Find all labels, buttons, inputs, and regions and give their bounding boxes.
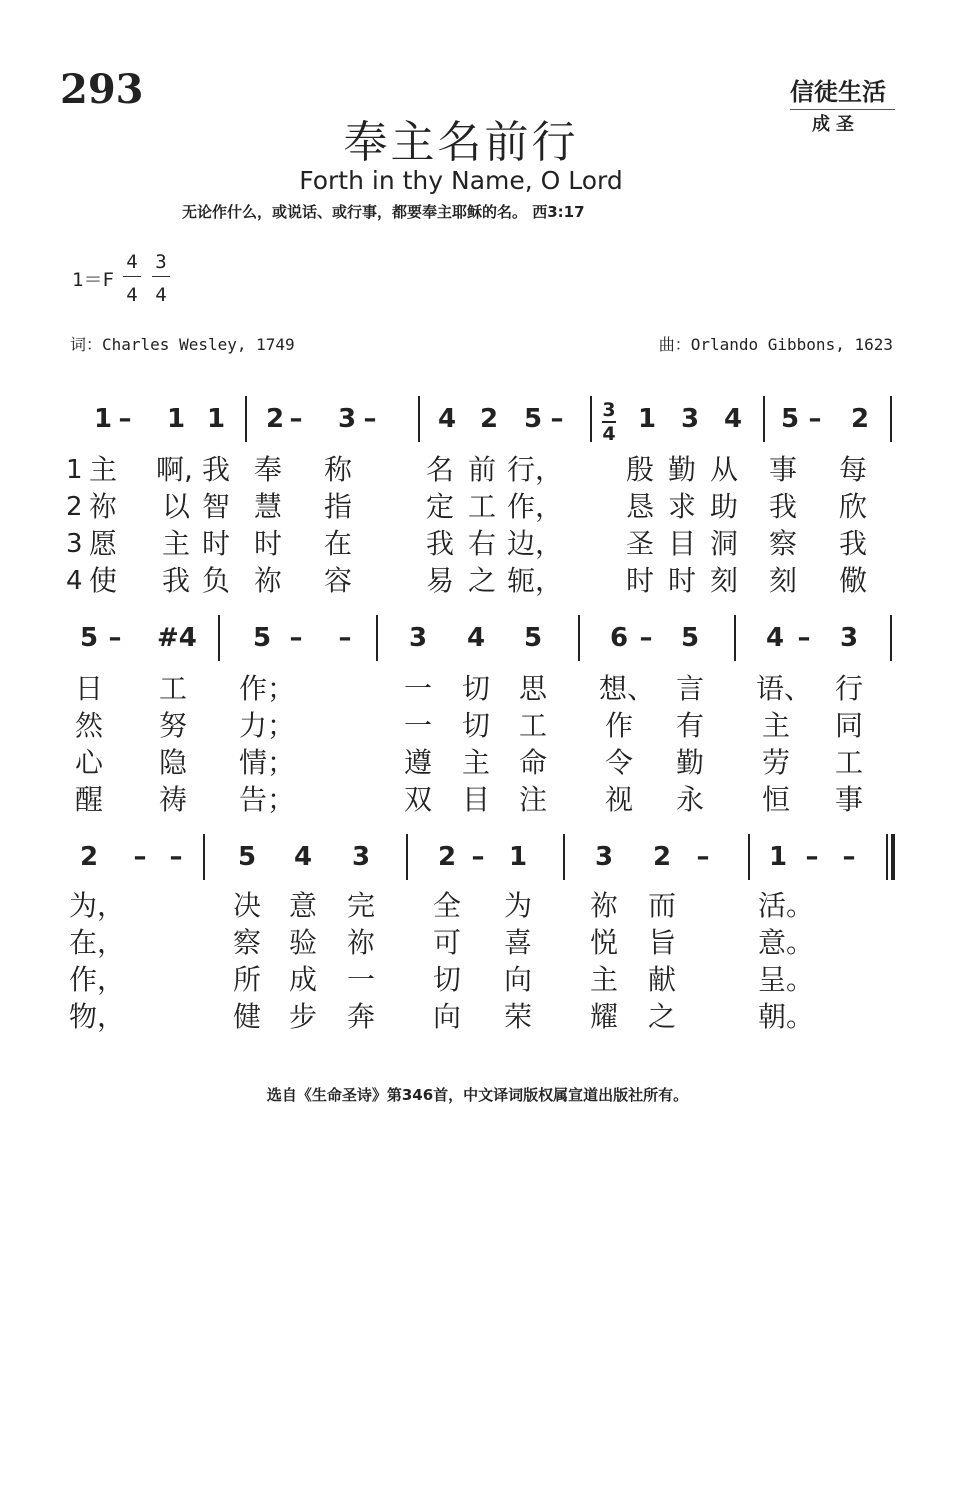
lyric-syllable: 物， (69, 1000, 126, 1033)
note-dash: – (471, 842, 485, 872)
lyric-syllable: 作， (69, 963, 126, 996)
barline (245, 396, 247, 442)
note: 2 (652, 842, 672, 872)
barline (763, 396, 765, 442)
lyric-syllable: 恳 (625, 490, 654, 523)
note: 1 (166, 404, 186, 434)
lyric-syllable: 切 (432, 963, 461, 996)
key-signature: 1＝F (72, 269, 114, 291)
lyric-syllable: 献 (647, 963, 676, 996)
note-dash: – (338, 623, 352, 653)
lyric-syllable: 悦 (589, 926, 618, 959)
verse-number: 3 (66, 529, 83, 559)
barline (748, 834, 750, 880)
barline (406, 834, 408, 880)
lyric-syllable: 时 (253, 527, 282, 560)
lyric-syllable: 所 (232, 963, 261, 996)
lyric-syllable: 使 (88, 564, 117, 597)
time-signature-line (123, 276, 141, 277)
lyric-syllable: 我 (201, 453, 230, 486)
note: 3 (351, 842, 371, 872)
note: 4 (293, 842, 313, 872)
lyric-syllable: 祢 (589, 889, 618, 922)
note-dash: – (363, 404, 377, 434)
hymn-title-english: Forth in thy Name, O Lord (299, 166, 623, 195)
lyric-syllable: 负 (201, 564, 230, 597)
lyric-syllable: 主 (461, 746, 490, 779)
lyric-syllable: 主 (589, 963, 618, 996)
note-dash: – (639, 623, 653, 653)
hymn-subcategory: 成圣 (812, 114, 860, 135)
copyright-footer: 选自《生命圣诗》第346首，中文译词版权属宣道出版社所有。 (266, 1086, 689, 1104)
verse-number: 1 (66, 455, 83, 485)
note-dash: – (808, 404, 822, 434)
note-dash: – (108, 623, 122, 653)
lyric-syllable: 祢 (346, 926, 375, 959)
lyric-syllable: 意 (288, 889, 317, 922)
scripture-reference: 无论作什么，或说话、或行事，都要奉主耶稣的名。 西3:17 (182, 203, 585, 221)
time-change-denominator: 4 (602, 423, 616, 445)
lyric-syllable: 祷 (158, 783, 187, 816)
lyric-syllable: 恒 (761, 783, 790, 816)
lyric-syllable: 察 (232, 926, 261, 959)
note: 5 (680, 623, 700, 653)
note: 5 (780, 404, 800, 434)
lyric-syllable: 努 (158, 709, 187, 742)
note-dash: – (289, 623, 303, 653)
lyric-syllable: 啊, (156, 453, 193, 486)
lyric-syllable: 一 (403, 709, 432, 742)
barline (734, 615, 736, 661)
lyric-syllable: 一 (346, 963, 375, 996)
lyric-syllable: 欣 (838, 490, 867, 523)
lyric-syllable: 奔 (346, 1000, 375, 1033)
lyric-syllable: 智 (201, 490, 230, 523)
lyric-syllable: 工 (834, 746, 863, 779)
lyric-syllable: 圣 (625, 527, 654, 560)
note: 5 (523, 623, 543, 653)
lyric-syllable: 称 (323, 453, 352, 486)
barline (563, 834, 565, 880)
barline (218, 615, 220, 661)
note: 2 (479, 404, 499, 434)
lyric-syllable: 边， (507, 527, 564, 560)
lyric-syllable: 劳 (761, 746, 790, 779)
lyric-syllable: 同 (834, 709, 863, 742)
lyric-syllable: 助 (709, 490, 738, 523)
lyric-syllable: 时 (625, 564, 654, 597)
lyric-syllable: 事 (834, 783, 863, 816)
lyric-syllable: 耀 (589, 1000, 618, 1033)
note: 2 (265, 404, 285, 434)
lyric-syllable: 慧 (253, 490, 282, 523)
lyric-syllable: 向 (432, 1000, 461, 1033)
lyric-syllable: 易 (425, 564, 454, 597)
note: 5 (79, 623, 99, 653)
lyric-syllable: 力； (239, 709, 296, 742)
note: 4 (723, 404, 743, 434)
note-dash: – (842, 842, 856, 872)
lyric-syllable: 每 (838, 453, 867, 486)
lyric-syllable: 察 (768, 527, 797, 560)
note: 5 (523, 404, 543, 434)
lyric-syllable: 验 (288, 926, 317, 959)
note: 3 (680, 404, 700, 434)
lyric-syllable: 名 (425, 453, 454, 486)
note: 6 (609, 623, 629, 653)
lyric-syllable: 为， (69, 889, 126, 922)
lyric-syllable: 工 (467, 490, 496, 523)
lyric-syllable: 旨 (647, 926, 676, 959)
time-signature-denominator: 4 (126, 284, 138, 306)
lyric-syllable: 步 (288, 1000, 317, 1033)
lyric-syllable: 在 (323, 527, 352, 560)
barline (203, 834, 205, 880)
lyric-syllable: 时 (667, 564, 696, 597)
lyric-syllable: 思 (518, 672, 547, 705)
lyric-syllable: 言 (675, 672, 704, 705)
lyric-syllable: 我 (768, 490, 797, 523)
lyric-syllable: 全 (432, 889, 461, 922)
lyric-syllable: 工 (518, 709, 547, 742)
lyric-syllable: 容 (323, 564, 352, 597)
lyric-syllable: 祢 (88, 490, 117, 523)
lyric-syllable: 之 (467, 564, 496, 597)
verse-number: 4 (66, 566, 83, 596)
lyric-syllable: 勤 (667, 453, 696, 486)
lyric-syllable: 切 (461, 709, 490, 742)
verse-number: 2 (66, 492, 83, 522)
lyric-syllable: 事 (768, 453, 797, 486)
lyric-syllable: 日 (74, 672, 103, 705)
lyric-syllable: 主 (161, 527, 190, 560)
note: 5 (237, 842, 257, 872)
note: 3 (337, 404, 357, 434)
hymn-number: 293 (60, 66, 144, 113)
note-dash: – (550, 404, 564, 434)
barline (418, 396, 420, 442)
lyric-syllable: 完 (346, 889, 375, 922)
lyric-syllable: 刻 (709, 564, 738, 597)
lyric-syllable: 洞 (709, 527, 738, 560)
note: 4 (466, 623, 486, 653)
time-change-numerator: 3 (602, 399, 616, 421)
final-barline (886, 834, 888, 880)
note-dash: – (289, 404, 303, 434)
lyric-syllable: 愿 (88, 527, 117, 560)
lyric-syllable: 刻 (768, 564, 797, 597)
note: 2 (437, 842, 457, 872)
note-dash: – (797, 623, 811, 653)
lyric-syllable: 命 (518, 746, 547, 779)
time-signature-numerator: 3 (155, 251, 167, 273)
lyric-syllable: 右 (467, 527, 496, 560)
note: 1 (206, 404, 226, 434)
lyric-syllable: 心 (74, 746, 103, 779)
lyric-syllable: 注 (518, 783, 547, 816)
note: 1 (508, 842, 528, 872)
lyric-syllable: 轭， (507, 564, 564, 597)
lyric-syllable: 勤 (675, 746, 704, 779)
note: 3 (839, 623, 859, 653)
lyric-syllable: 喜 (503, 926, 532, 959)
lyric-syllable: 工 (158, 672, 187, 705)
barline (890, 396, 892, 442)
note: #4 (157, 623, 197, 653)
lyric-syllable: 一 (403, 672, 432, 705)
lyric-syllable: 我 (161, 564, 190, 597)
lyric-syllable: 主 (88, 453, 117, 486)
time-signature-numerator: 4 (126, 251, 138, 273)
lyric-syllable: 成 (288, 963, 317, 996)
lyric-syllable: 呈。 (758, 963, 815, 996)
lyric-syllable: 定 (425, 490, 454, 523)
lyric-syllable: 醒 (74, 783, 103, 816)
note-dash: – (118, 404, 132, 434)
lyric-syllable: 殷 (625, 453, 654, 486)
lyric-syllable: 决 (232, 889, 261, 922)
barline (590, 396, 592, 442)
time-signature-denominator: 4 (155, 284, 167, 306)
lyric-syllable: 从 (709, 453, 738, 486)
lyric-syllable: 以 (161, 490, 190, 523)
lyric-syllable: 遵 (403, 746, 432, 779)
lyric-syllable: 我 (838, 527, 867, 560)
final-barline-thick (891, 834, 895, 880)
note-dash: – (696, 842, 710, 872)
hymn-title-chinese: 奉主名前行 (343, 117, 579, 168)
note: 4 (437, 404, 457, 434)
lyric-syllable: 儆 (838, 564, 867, 597)
lyric-syllable: 时 (201, 527, 230, 560)
lyric-syllable: 之 (647, 1000, 676, 1033)
lyric-syllable: 作， (507, 490, 564, 523)
note: 3 (408, 623, 428, 653)
note-dash: – (133, 842, 147, 872)
note-dash: – (169, 842, 183, 872)
lyric-syllable: 永 (675, 783, 704, 816)
lyric-syllable: 我 (425, 527, 454, 560)
barline (890, 615, 892, 661)
lyric-syllable: 语、 (756, 672, 813, 705)
note: 2 (850, 404, 870, 434)
lyric-syllable: 健 (232, 1000, 261, 1033)
note: 3 (594, 842, 614, 872)
lyric-syllable: 情； (239, 746, 296, 779)
lyric-syllable: 视 (604, 783, 633, 816)
note: 1 (93, 404, 113, 434)
lyric-syllable: 作； (239, 672, 296, 705)
lyric-syllable: 目 (667, 527, 696, 560)
lyric-syllable: 目 (461, 783, 490, 816)
composer-credit: 曲：Orlando Gibbons, 1623 (658, 335, 893, 354)
lyric-syllable: 然 (74, 709, 103, 742)
lyric-syllable: 祢 (253, 564, 282, 597)
lyric-syllable: 有 (675, 709, 704, 742)
lyric-syllable: 行， (507, 453, 564, 486)
lyric-syllable: 告； (239, 783, 296, 816)
lyric-syllable: 作 (604, 709, 633, 742)
barline (578, 615, 580, 661)
lyric-syllable: 切 (461, 672, 490, 705)
lyric-syllable: 可 (432, 926, 461, 959)
barline (376, 615, 378, 661)
lyricist-credit: 词：Charles Wesley, 1749 (70, 335, 295, 354)
note: 2 (79, 842, 99, 872)
note-dash: – (805, 842, 819, 872)
lyric-syllable: 荣 (503, 1000, 532, 1033)
lyric-syllable: 朝。 (758, 1000, 815, 1033)
note: 5 (252, 623, 272, 653)
note: 4 (765, 623, 785, 653)
note: 1 (768, 842, 788, 872)
lyric-syllable: 隐 (158, 746, 187, 779)
hymn-category: 信徒生活 (790, 72, 895, 110)
lyric-syllable: 向 (503, 963, 532, 996)
lyric-syllable: 令 (604, 746, 633, 779)
lyric-syllable: 求 (667, 490, 696, 523)
lyric-syllable: 指 (323, 490, 352, 523)
lyric-syllable: 而 (647, 889, 676, 922)
lyric-syllable: 前 (467, 453, 496, 486)
lyric-syllable: 活。 (758, 889, 815, 922)
note: 1 (637, 404, 657, 434)
lyric-syllable: 在， (69, 926, 126, 959)
time-signature-line (152, 276, 170, 277)
lyric-syllable: 双 (403, 783, 432, 816)
lyric-syllable: 想、 (599, 672, 656, 705)
lyric-syllable: 奉 (253, 453, 282, 486)
lyric-syllable: 意。 (758, 926, 815, 959)
lyric-syllable: 为 (503, 889, 532, 922)
lyric-syllable: 主 (761, 709, 790, 742)
lyric-syllable: 行 (834, 672, 863, 705)
